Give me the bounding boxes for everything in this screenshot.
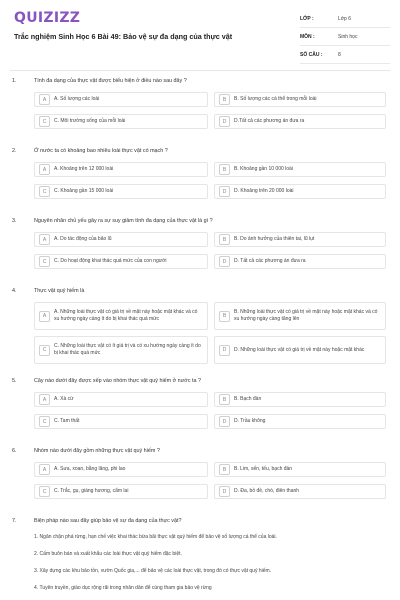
answer-option-b[interactable] [214, 162, 386, 177]
option-letter-box: B [219, 94, 230, 105]
answer-option-b[interactable] [214, 302, 386, 330]
question-number: 2. [12, 148, 17, 154]
question-number: 6. [12, 448, 17, 454]
question-number: 4. [12, 288, 17, 294]
option-letter-box: D [219, 116, 230, 127]
question-text: Nguyên nhân chủ yếu gây ra sự suy giảm tính đa dạng của thực vật là gì ? [34, 218, 213, 224]
answer-option-a[interactable] [34, 302, 208, 330]
option-text: A. Sưa, xoan, bằng lăng, phi lao [54, 466, 126, 473]
worksheet-header [0, 0, 400, 70]
answer-option-b[interactable] [214, 232, 386, 247]
meta-key: MÔN : [300, 33, 315, 40]
option-letter-box: D [219, 345, 230, 356]
option-letter-box: C [39, 486, 50, 497]
worksheet-title: Trắc nghiệm Sinh Học 6 Bài 49: Bảo vệ sự đa dạng của thực vật [14, 32, 233, 41]
option-text: B. Số lượng các cá thể trong mỗi loài [234, 96, 317, 103]
question-text: Thực vật quý hiếm là [34, 288, 85, 294]
option-letter-box: B [219, 311, 230, 322]
option-text: D.Tất cả các phương án đưa ra [234, 118, 305, 125]
statement-3: 3. Xây dựng các khu bảo tồn, vườn Quốc gia,... để bảo vệ các loài thực vật, trong đó có thực vật quý hiếm. [34, 568, 272, 574]
option-text: D. Khoảng trên 20 000 loài [234, 188, 294, 195]
answer-option-a[interactable] [34, 462, 208, 477]
answer-option-b[interactable] [214, 392, 386, 407]
statement-1: 1. Ngăn chặn phá rừng, hạn chế việc khai thác bừa bãi thực vật quý hiếm để bảo vệ số lượng cá thể của loài. [34, 534, 277, 540]
option-letter-box: C [39, 256, 50, 267]
question-number: 3. [12, 218, 17, 224]
answer-option-c[interactable] [34, 414, 208, 429]
header-divider [10, 70, 390, 71]
question-text: Ở nước ta có khoảng bao nhiêu loài thực vật có mạch ? [34, 148, 168, 154]
answer-option-d[interactable] [214, 184, 386, 199]
option-letter-box: A [39, 94, 50, 105]
meta-table [300, 10, 390, 64]
answer-option-d[interactable] [214, 484, 386, 499]
question-text: Cây nào dưới đây được xếp vào nhóm thực vật quý hiếm ở nước ta ? [34, 378, 202, 384]
option-text: B. Những loài thực vật có giá trị về mặt này hoặc mặt khác và có xu hướng ngày càng tăng lên [234, 309, 378, 322]
question-number: 7. [12, 518, 17, 524]
answer-option-a[interactable] [34, 232, 208, 247]
option-letter-box: C [39, 345, 50, 356]
statement-2: 2. Cấm buôn bán và xuất khẩu các loài thực vật quý hiếm đặc biệt. [34, 551, 182, 557]
option-text: A. Do tác động của bão lũ [54, 236, 112, 243]
answer-option-d[interactable] [214, 114, 386, 129]
option-letter-box: B [219, 164, 230, 175]
option-text: A. Số lượng các loài [54, 96, 100, 103]
option-letter-box: D [219, 486, 230, 497]
option-letter-box: B [219, 394, 230, 405]
question-number: 5. [12, 378, 17, 384]
option-text: C. Khoảng gần 15 000 loài [54, 188, 114, 195]
option-letter-box: C [39, 116, 50, 127]
option-letter-box: A [39, 164, 50, 175]
meta-value: 8 [338, 51, 341, 58]
meta-value: Sinh học [338, 33, 358, 40]
answer-option-a[interactable] [34, 162, 208, 177]
option-text: D. Đa, bồ đề, chò, điên thanh [234, 488, 300, 495]
option-letter-box: A [39, 394, 50, 405]
option-letter-box: A [39, 234, 50, 245]
answer-option-a[interactable] [34, 92, 208, 107]
meta-row-grade [300, 10, 390, 28]
option-letter-box: C [39, 416, 50, 427]
meta-row-count [300, 46, 390, 64]
option-text: B. Do ảnh hưởng của thiên tai, lũ lụt [234, 236, 315, 243]
option-text: D. Tất cả các phương án đưa ra [234, 258, 306, 265]
question-text: Tính đa dạng của thực vật được biểu hiện ở điều nào sau đây ? [34, 78, 187, 84]
answer-option-d[interactable] [214, 336, 386, 364]
answer-option-c[interactable] [34, 184, 208, 199]
answer-option-a[interactable] [34, 392, 208, 407]
option-text: D. Những loài thực vật có giá trị về mặt này hoặc mặt khác [234, 346, 365, 353]
option-text: C. Do hoạt động khai thác quá mức của con người [54, 258, 167, 265]
option-text: B. Bạch đàn [234, 396, 262, 403]
quizizz-logo: QUIZIZZ [14, 10, 81, 26]
meta-value: Lớp 6 [338, 15, 352, 22]
option-letter-box: A [39, 311, 50, 322]
question-number: 1. [12, 78, 17, 84]
answer-option-c[interactable] [34, 336, 208, 364]
answer-option-b[interactable] [214, 462, 386, 477]
option-letter-box: D [219, 416, 230, 427]
answer-option-c[interactable] [34, 114, 208, 129]
option-letter-box: D [219, 186, 230, 197]
option-text: D. Trầu không [234, 418, 266, 425]
option-text: C. Những loài thực vật có ít giá trị và có xu hướng ngày càng ít do bị khai thác quá mức [54, 343, 201, 356]
answer-option-d[interactable] [214, 414, 386, 429]
meta-key: SỐ CÂU : [300, 51, 323, 58]
statement-4: 4. Tuyên truyền, giáo dục rộng rãi trong nhân dân để cùng tham gia bảo vệ rừng [34, 585, 212, 591]
question-text: Biện pháp nào sau đây giúp bảo vệ sự đa dạng của thực vật? [34, 518, 182, 524]
option-text: A. Khoảng trên 12 000 loài [54, 166, 114, 173]
option-text: B. Lim, sến, tếu, bạch đàn [234, 466, 293, 473]
meta-key: LỚP : [300, 15, 314, 22]
option-text: C. Tam thất [54, 418, 80, 425]
option-text: A. Xà cừ [54, 396, 74, 403]
option-text: C. Môi trường sống của mỗi loài [54, 118, 126, 125]
answer-option-b[interactable] [214, 92, 386, 107]
option-text: A. Những loài thực vật có giá trị về mặt này hoặc mặt khác và có xu hướng ngày càng ít do bị khai thác quá mức [54, 309, 198, 322]
option-letter-box: B [219, 464, 230, 475]
question-text: Nhóm nào dưới đây gồm những thực vật quý hiếm ? [34, 448, 160, 454]
option-letter-box: A [39, 464, 50, 475]
option-text: C. Trắc, gụ, giáng hương, cẩm lai [54, 488, 129, 495]
answer-option-c[interactable] [34, 484, 208, 499]
option-letter-box: D [219, 256, 230, 267]
option-letter-box: C [39, 186, 50, 197]
answer-option-d[interactable] [214, 254, 386, 269]
option-text: B. Khoảng gần 10 000 loài [234, 166, 293, 173]
meta-row-subject [300, 28, 390, 46]
answer-option-c[interactable] [34, 254, 208, 269]
option-letter-box: B [219, 234, 230, 245]
